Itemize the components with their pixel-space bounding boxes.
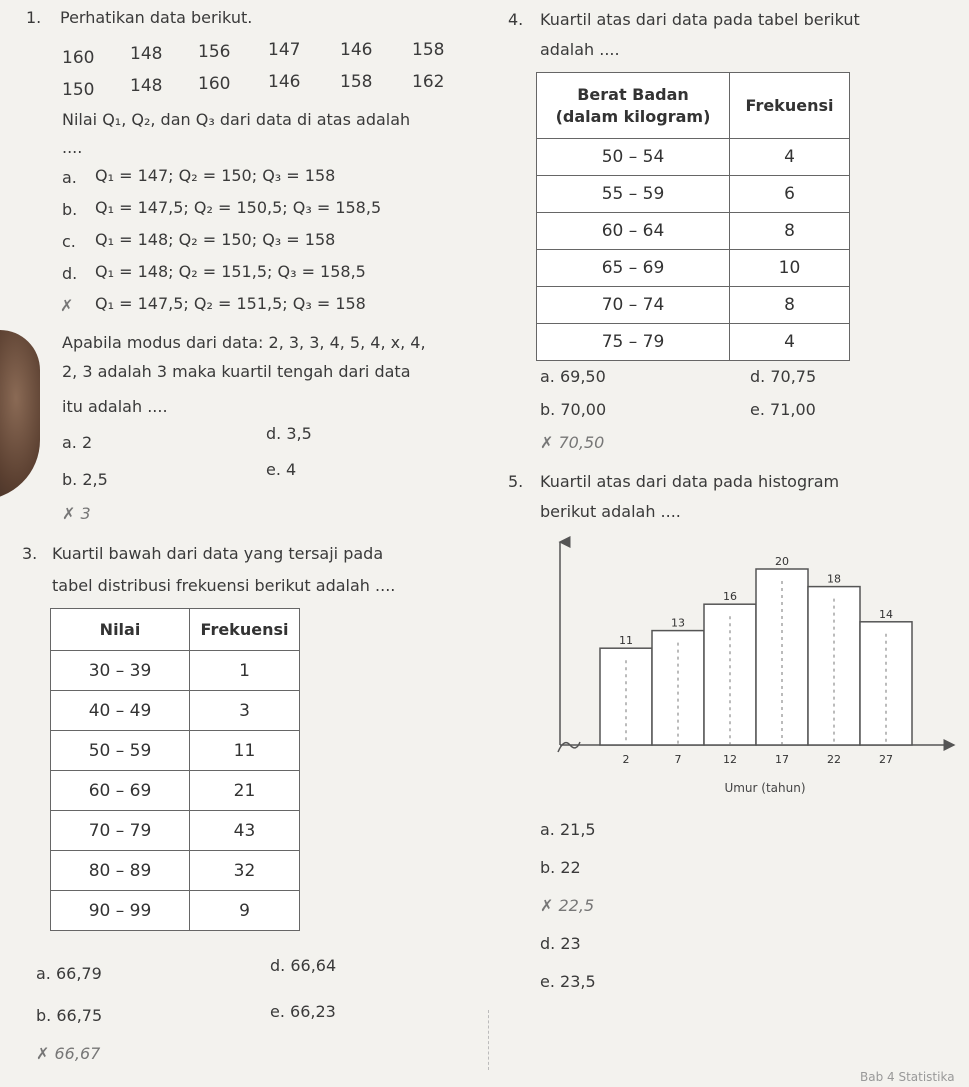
table-row: [537, 324, 850, 361]
table-row: [51, 891, 300, 931]
table-cell: 60 – 69: [51, 771, 190, 811]
q1-ellipsis: ....: [62, 138, 83, 157]
x-tick-label: 27: [879, 753, 893, 766]
q3-line-2: tabel distribusi frekuensi berikut adalah ....: [52, 576, 396, 595]
q1-data-value: 160: [62, 48, 95, 68]
q2-option-b[interactable]: b. 2,5: [62, 470, 108, 489]
q2-line-3: itu adalah ....: [62, 397, 168, 416]
table-cell: 30 – 39: [51, 651, 190, 691]
table-cell: 60 – 64: [537, 213, 730, 250]
q1-option-letter: c.: [62, 232, 76, 251]
table-cell: 32: [190, 851, 300, 891]
q1-option-b[interactable]: Q₁ = 147,5; Q₂ = 150,5; Q₃ = 158,5: [95, 198, 382, 217]
q1-question: Nilai Q₁, Q₂, dan Q₃ dari data di atas adalah: [62, 110, 411, 129]
q1-option-letter: b.: [62, 200, 78, 219]
q1-option-d[interactable]: Q₁ = 148; Q₂ = 151,5; Q₃ = 158,5: [95, 262, 366, 281]
histogram-bar: [808, 587, 860, 745]
q1-data-value: 148: [130, 44, 163, 64]
bar-value-label: 11: [619, 634, 633, 648]
q5-option-c[interactable]: ✗ 22,5: [540, 896, 595, 915]
q1-data-value: 147: [268, 40, 301, 60]
table-cell: 50 – 54: [537, 139, 730, 176]
q1-number: 1.: [26, 8, 42, 27]
q5-line-1: Kuartil atas dari data pada histogram: [540, 472, 840, 491]
q3-option-a[interactable]: a. 66,79: [36, 964, 102, 983]
table-header: Frekuensi: [730, 73, 850, 139]
axis-break-icon: [558, 742, 580, 752]
q5-number: 5.: [508, 472, 524, 491]
q1-option-letter: d.: [62, 264, 78, 283]
table-cell: 6: [730, 176, 850, 213]
table-row: [51, 651, 300, 691]
q4-option-d[interactable]: d. 70,75: [750, 367, 817, 386]
x-tick-label: 17: [775, 753, 789, 766]
table-cell: 55 – 59: [537, 176, 730, 213]
histogram-bars: [600, 555, 912, 766]
table-cell: 3: [190, 691, 300, 731]
footer-text: Bab 4 Statistika: [860, 1070, 955, 1084]
q2-line-2: 2, 3 adalah 3 maka kuartil tengah dari data: [62, 362, 411, 381]
table-cell: 65 – 69: [537, 250, 730, 287]
table-row: [537, 176, 850, 213]
table-cell: 4: [730, 139, 850, 176]
q2-option-e[interactable]: e. 4: [266, 460, 297, 479]
q3-frequency-table: [50, 608, 300, 931]
q3-line-1: Kuartil bawah dari data yang tersaji pada: [52, 544, 384, 563]
x-tick-label: 22: [827, 753, 841, 766]
bar-value-label: 20: [775, 555, 789, 568]
table-cell: 10: [730, 250, 850, 287]
table-cell: 40 – 49: [51, 691, 190, 731]
q3-option-d[interactable]: d. 66,64: [270, 956, 337, 975]
checkmark-icon: ✗: [60, 296, 74, 315]
table-cell: 11: [190, 731, 300, 771]
q2-option-c[interactable]: ✗ 3: [62, 504, 91, 523]
q1-data-value: 150: [62, 80, 95, 100]
x-tick-label: 2: [622, 753, 630, 766]
table-row: [537, 287, 850, 324]
q4-option-a[interactable]: a. 69,50: [540, 367, 606, 386]
q3-number: 3.: [22, 544, 38, 563]
q1-data-value: 148: [130, 76, 163, 96]
table-cell: 50 – 59: [51, 731, 190, 771]
thumb-shadow: [0, 330, 40, 500]
table-row: [51, 771, 300, 811]
q5-option-d[interactable]: d. 23: [540, 934, 581, 953]
q2-line-1: Apabila modus dari data: 2, 3, 3, 4, 5, 4, x, 4,: [62, 333, 426, 352]
q5-option-b[interactable]: b. 22: [540, 858, 581, 877]
x-tick-label: 7: [674, 753, 682, 766]
q4-frequency-table: [536, 72, 850, 361]
table-header: [537, 73, 730, 139]
q1-prompt: Perhatikan data berikut.: [60, 8, 253, 27]
table-row: [51, 851, 300, 891]
table-row: [51, 691, 300, 731]
table-row: [537, 250, 850, 287]
bar-value-label: 16: [723, 590, 737, 604]
x-axis-label: Umur (tahun): [724, 781, 806, 795]
table-cell: 9: [190, 891, 300, 931]
q1-data-value: 158: [412, 40, 445, 60]
table-cell: 43: [190, 811, 300, 851]
q4-option-b[interactable]: b. 70,00: [540, 400, 607, 419]
q1-option-c[interactable]: Q₁ = 148; Q₂ = 150; Q₃ = 158: [95, 230, 336, 249]
bar-value-label: 18: [827, 572, 841, 586]
table-cell: 21: [190, 771, 300, 811]
table-cell: 4: [730, 324, 850, 361]
table-row: [51, 731, 300, 771]
q4-line-1: Kuartil atas dari data pada tabel berikut: [540, 10, 860, 29]
q3-option-e[interactable]: e. 66,23: [270, 1002, 336, 1021]
table-cell: 1: [190, 651, 300, 691]
histogram-chart: [540, 530, 960, 800]
table-row: [537, 213, 850, 250]
q1-option-e[interactable]: Q₁ = 147,5; Q₂ = 151,5; Q₃ = 158: [95, 294, 366, 313]
q1-data-value: 162: [412, 72, 445, 92]
x-tick-label: 12: [723, 753, 737, 766]
q1-option-letter: a.: [62, 168, 77, 187]
table-cell: 8: [730, 213, 850, 250]
table-cell: 8: [730, 287, 850, 324]
table-cell: 75 – 79: [537, 324, 730, 361]
bar-value-label: 14: [879, 607, 893, 621]
q2-option-d[interactable]: d. 3,5: [266, 424, 312, 443]
q5-line-2: berikut adalah ....: [540, 502, 681, 521]
table-cell: 90 – 99: [51, 891, 190, 931]
table-cell: 70 – 74: [537, 287, 730, 324]
q5-option-e[interactable]: e. 23,5: [540, 972, 596, 991]
q2-option-a[interactable]: a. 2: [62, 433, 93, 452]
q4-option-c[interactable]: ✗ 70,50: [540, 433, 605, 452]
table-header-line: Berat Badan: [577, 84, 689, 104]
q1-data-value: 158: [340, 72, 373, 92]
q4-line-2: adalah ....: [540, 40, 620, 59]
table-header: Nilai: [51, 609, 190, 651]
q1-data-value: 146: [340, 40, 373, 60]
table-header-line: (dalam kilogram): [555, 106, 711, 126]
q3-option-b[interactable]: b. 66,75: [36, 1006, 103, 1025]
table-row: [51, 811, 300, 851]
table-cell: 80 – 89: [51, 851, 190, 891]
bar-value-label: 13: [671, 616, 685, 630]
q1-data-value: 156: [198, 42, 231, 62]
table-header: Frekuensi: [190, 609, 300, 651]
q5-option-a[interactable]: a. 21,5: [540, 820, 596, 839]
q4-number: 4.: [508, 10, 524, 29]
q1-option-a[interactable]: Q₁ = 147; Q₂ = 150; Q₃ = 158: [95, 166, 336, 185]
q4-option-e[interactable]: e. 71,00: [750, 400, 816, 419]
column-divider: [488, 1010, 489, 1070]
q1-data-value: 146: [268, 72, 301, 92]
table-row: [537, 139, 850, 176]
q3-option-c[interactable]: ✗ 66,67: [36, 1044, 101, 1063]
q1-data-value: 160: [198, 74, 231, 94]
table-cell: 70 – 79: [51, 811, 190, 851]
